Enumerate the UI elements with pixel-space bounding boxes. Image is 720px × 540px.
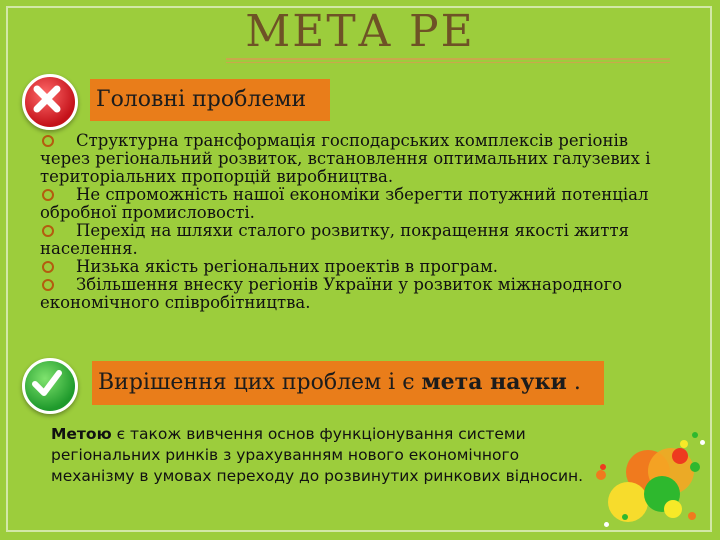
- problems-heading: Головні проблеми: [96, 87, 307, 112]
- decor-dot: [700, 440, 705, 445]
- circle-bullet-icon: [42, 189, 54, 201]
- solution-banner: [92, 361, 604, 405]
- title-underline-thin: [226, 62, 670, 63]
- paragraph-bold: Метою: [51, 425, 112, 443]
- list-item: Перехід на шляхи сталого розвитку, покращення якості життя населення.: [40, 221, 629, 258]
- decor-dot: [680, 440, 688, 448]
- circle-bullet-icon: [42, 279, 54, 291]
- title-underline: [226, 58, 670, 60]
- circle-bullet-icon: [42, 135, 54, 147]
- decor-dot: [664, 500, 682, 518]
- decor-dot: [692, 432, 698, 438]
- decor-dot: [596, 470, 606, 480]
- solution-prefix: Вирішення цих проблем і є: [98, 370, 422, 395]
- paragraph-text: є також вивчення основ функціонування системи регіональних ринків з урахуванням нового економічного механізму в умовах переходу до розвинутих ринкових відносин.: [51, 425, 584, 485]
- slide-title: МЕТА РЕ: [245, 6, 475, 57]
- list-item: Збільшення внеску регіонів України у розвиток міжнародного економічного співробітництва.: [40, 275, 623, 312]
- circle-bullet-icon: [42, 261, 54, 273]
- goal-paragraph: [51, 424, 596, 487]
- decor-dot: [608, 482, 648, 522]
- decor-dot: [672, 448, 688, 464]
- solution-suffix: .: [566, 370, 581, 395]
- decor-dot: [688, 512, 696, 520]
- solution-bold: мета науки: [421, 369, 567, 395]
- problems-list: [40, 132, 670, 312]
- decor-dot: [622, 514, 628, 520]
- checkmark-icon: [22, 358, 78, 414]
- decor-dot: [690, 462, 700, 472]
- close-icon: [22, 74, 78, 130]
- decor-dot: [604, 522, 609, 527]
- problems-heading-banner: [90, 79, 330, 121]
- list-item: Структурна трансформація господарських комплексів регіонів через регіональний розвиток, встановлення оптимальних галузевих і територіальних пропорцій виробництва.: [40, 131, 651, 186]
- list-item: Низька якість регіональних проектів в програм.: [40, 258, 670, 276]
- list-item: Не спроможність нашої економіки зберегти потужний потенціал обробної промисловості.: [40, 185, 649, 222]
- circle-bullet-icon: [42, 225, 54, 237]
